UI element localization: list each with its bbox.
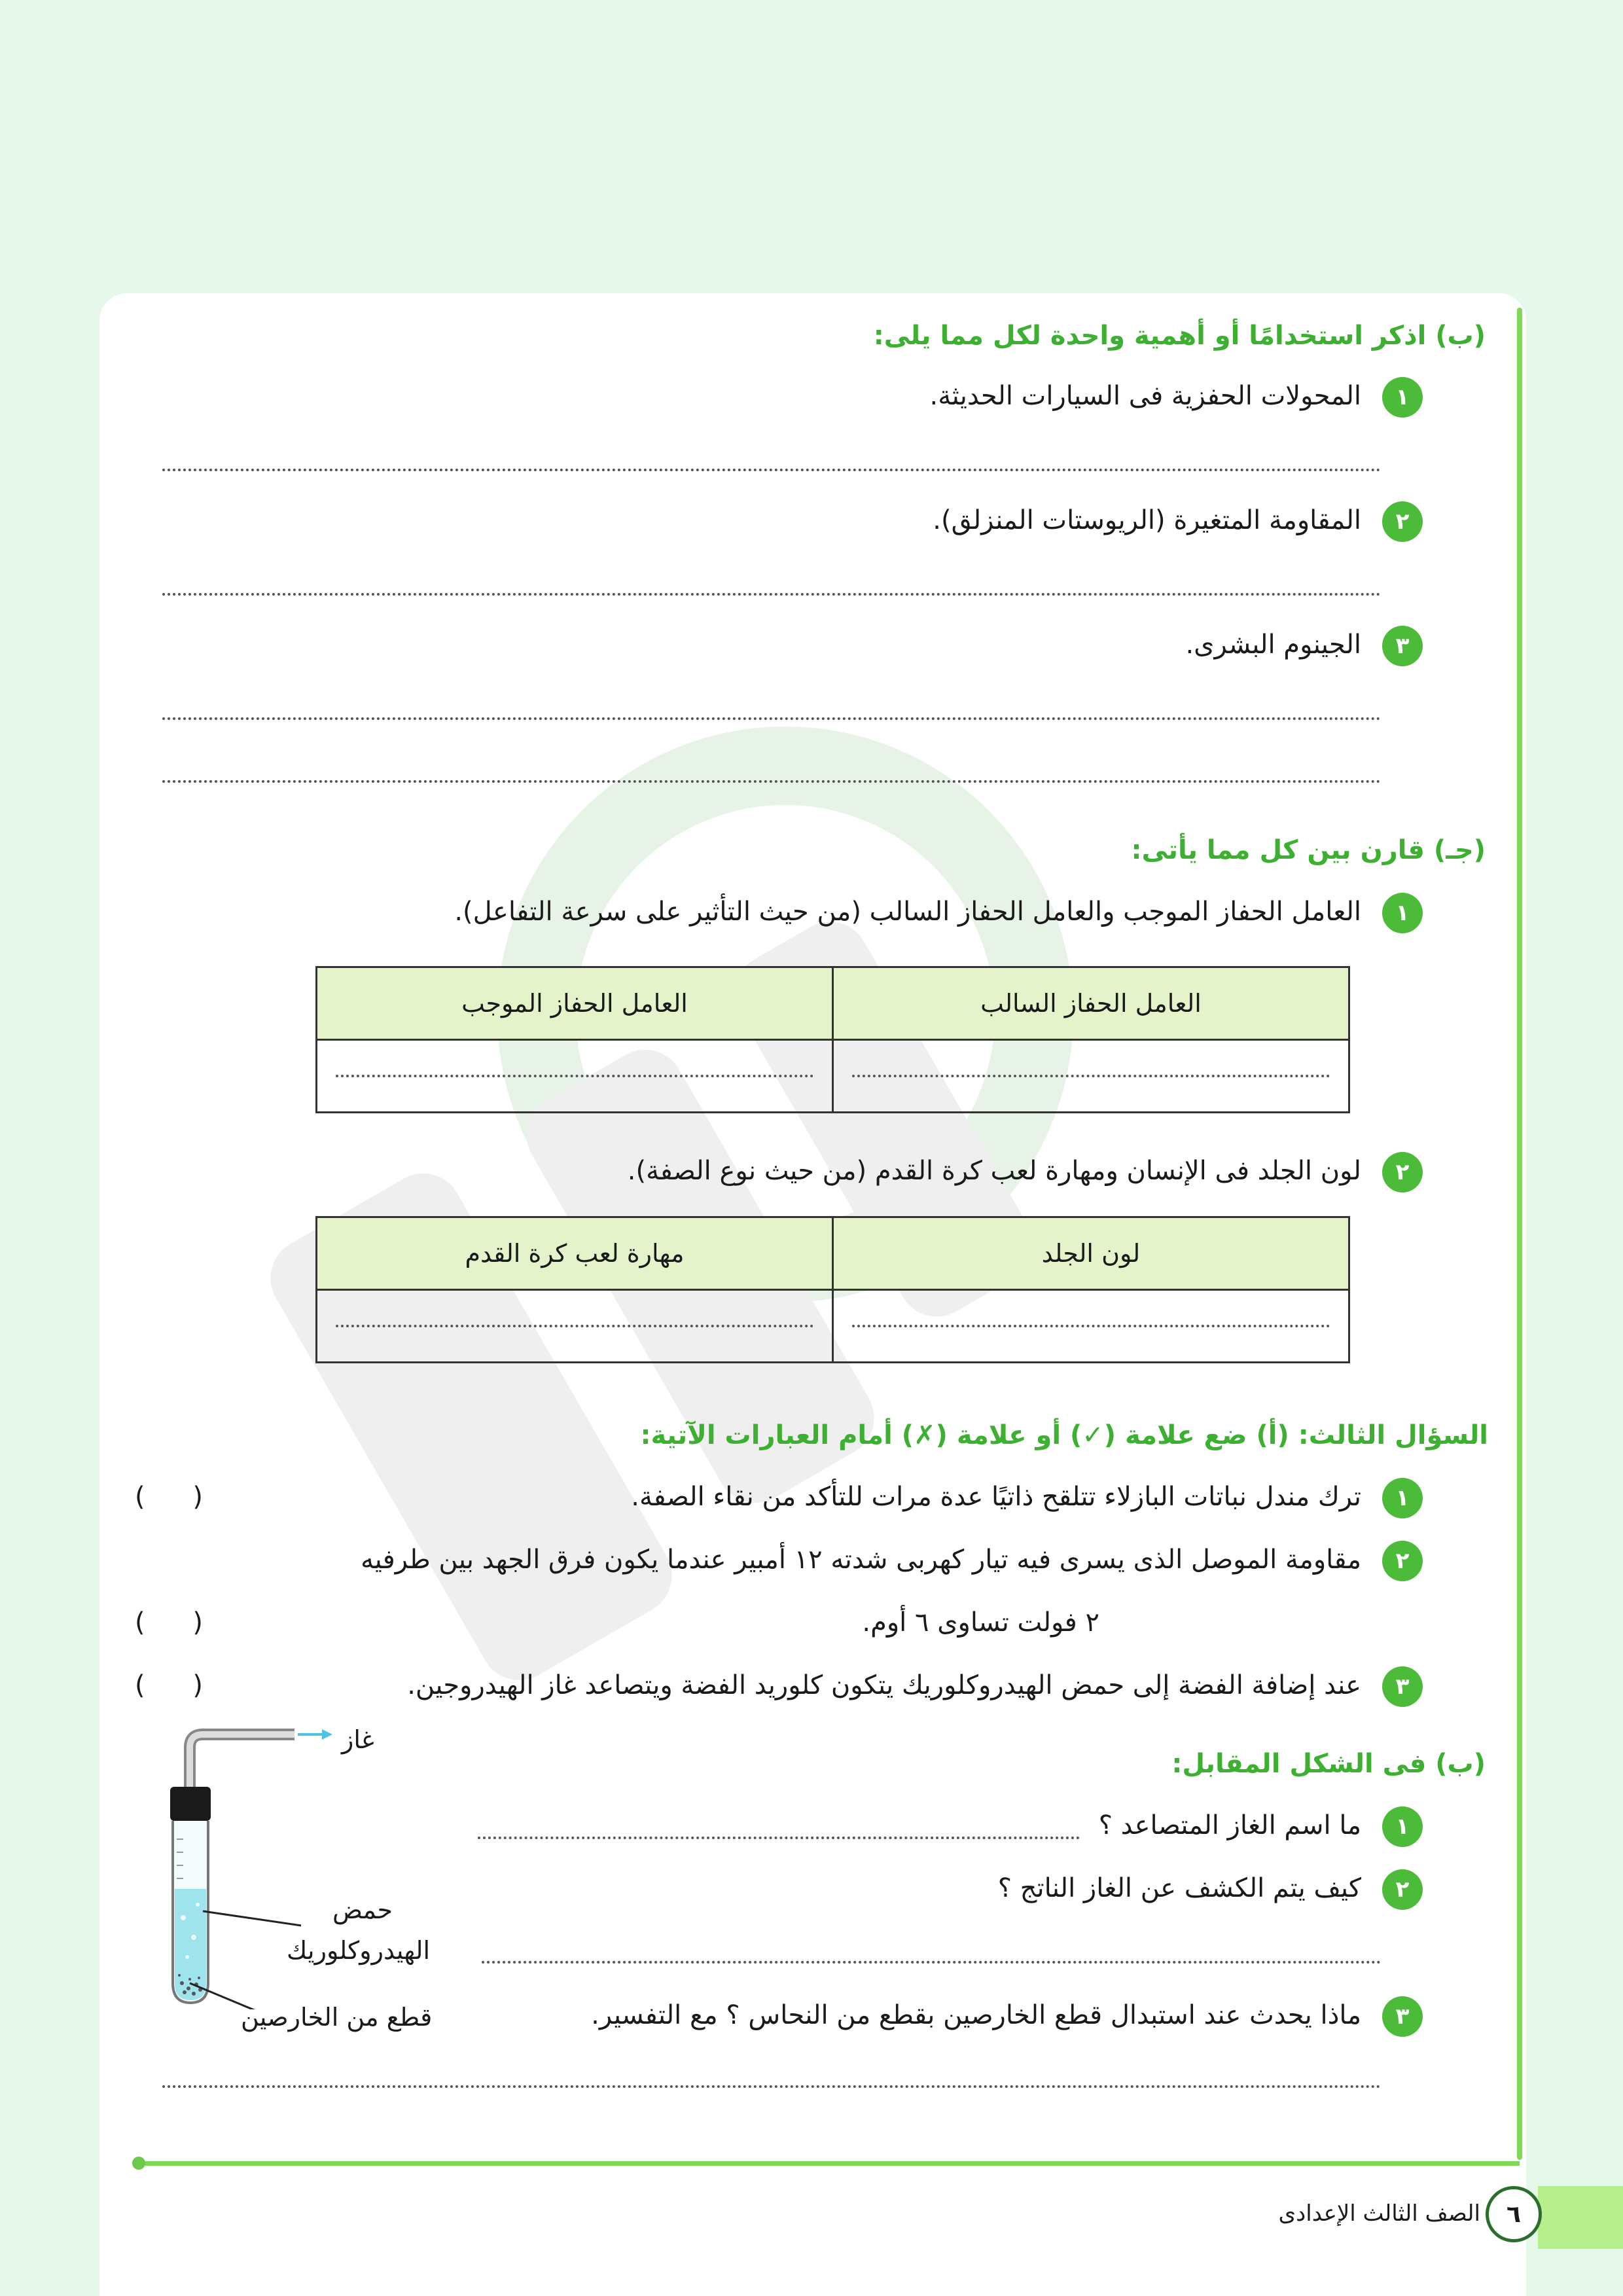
table-answer-cell[interactable] <box>833 1290 1349 1363</box>
question-text: العامل الحفاز الموجب والعامل الحفاز السالب (من حيث التأثير على سرعة التفاعل). <box>454 897 1361 927</box>
question-text: الجينوم البشرى. <box>1185 630 1361 660</box>
watermark-logo <box>249 589 1165 1702</box>
page-tab <box>1538 2186 1623 2249</box>
section-b-heading: (ب) اذكر استخدامًا أو أهمية واحدة لكل مما يلى: <box>873 321 1486 351</box>
table-header-cell: مهارة لعب كرة القدم <box>317 1217 833 1290</box>
acid-label-line2: الهيدروكلوريك <box>287 1936 431 1965</box>
comparison-table-1 <box>315 966 1350 1113</box>
answer-parentheses[interactable]: ( ) <box>135 1670 223 1700</box>
zinc-label: قطع من الخارصين <box>241 2003 433 2032</box>
table-header-cell: لون الجلد <box>833 1217 1349 1290</box>
question-text: عند إضافة الفضة إلى حمض الهيدروكلوريك يتكون كلوريد الفضة ويتصاعد غاز الهيدروجين. <box>407 1670 1361 1700</box>
answer-line[interactable] <box>162 593 1381 596</box>
question-text: كيف يتم الكشف عن الغاز الناتج ؟ <box>997 1873 1361 1903</box>
question-text: ما اسم الغاز المتصاعد ؟ <box>1098 1810 1361 1840</box>
answer-parentheses[interactable]: ( ) <box>135 1482 223 1512</box>
footer-grade: الصف الثالث الإعدادى <box>1278 2200 1480 2227</box>
bottom-border-line <box>139 2161 1520 2166</box>
gas-label: غاز <box>342 1725 374 1754</box>
item-number: ٣ <box>1382 1996 1423 2037</box>
item-number: ٢ <box>1382 1152 1423 1193</box>
item-number: ٢ <box>1382 501 1423 542</box>
table-header-cell: العامل الحفاز السالب <box>833 967 1349 1040</box>
table-answer-cell[interactable] <box>833 1040 1349 1113</box>
acid-label-line1: حمض <box>332 1895 393 1924</box>
item-number: ٣ <box>1382 626 1423 666</box>
answer-line[interactable] <box>482 1961 1381 1964</box>
question-text: لون الجلد فى الإنسان ومهارة لعب كرة القدم (من حيث نوع الصفة). <box>627 1156 1361 1186</box>
question-text: مقاومة الموصل الذى يسرى فيه تيار كهربى شدته ١٢ أمبير عندما يكون فرق الجهد بين طرفيه <box>361 1545 1361 1575</box>
table-answer-cell[interactable] <box>317 1290 833 1363</box>
question-text: ترك مندل نباتات البازلاء تتلقح ذاتيًا عدة مرات للتأكد من نقاء الصفة. <box>631 1482 1361 1512</box>
question-text: ماذا يحدث عند استبدال قطع الخارصين بقطع من النحاس ؟ مع التفسير. <box>591 2000 1361 2030</box>
right-border-line <box>1517 308 1522 2160</box>
test-tube-figure <box>151 1721 334 2009</box>
question-text-continued: ٢ فولت تساوى ٦ أوم. <box>862 1607 1099 1638</box>
item-number: ٣ <box>1382 1666 1423 1707</box>
item-number: ٢ <box>1382 1541 1423 1581</box>
question-3-heading: السؤال الثالث: (أ) ضع علامة (✓) أو علامة (✗) أمام العبارات الآتية: <box>640 1420 1488 1450</box>
border-dot <box>132 2157 145 2170</box>
answer-line[interactable] <box>162 717 1381 720</box>
item-number: ١ <box>1382 893 1423 933</box>
item-number: ١ <box>1382 1806 1423 1847</box>
table-header-cell: العامل الحفاز الموجب <box>317 967 833 1040</box>
answer-parentheses[interactable]: ( ) <box>135 1607 223 1638</box>
question-text: المقاومة المتغيرة (الريوستات المنزلق). <box>933 505 1361 535</box>
answer-line[interactable] <box>162 469 1381 471</box>
item-number: ١ <box>1382 377 1423 418</box>
item-number: ٢ <box>1382 1869 1423 1910</box>
comparison-table-2 <box>315 1216 1350 1363</box>
section-b2-heading: (ب) فى الشكل المقابل: <box>1171 1749 1486 1779</box>
table-answer-cell[interactable] <box>317 1040 833 1113</box>
answer-line[interactable] <box>162 780 1381 783</box>
item-number: ١ <box>1382 1478 1423 1518</box>
answer-line[interactable] <box>478 1837 1080 1839</box>
page-number: ٦ <box>1486 2186 1542 2242</box>
answer-line[interactable] <box>162 2085 1381 2088</box>
question-text: المحولات الحفزية فى السيارات الحديثة. <box>929 381 1361 411</box>
section-c-heading: (جـ) قارن بين كل مما يأتى: <box>1131 835 1486 865</box>
